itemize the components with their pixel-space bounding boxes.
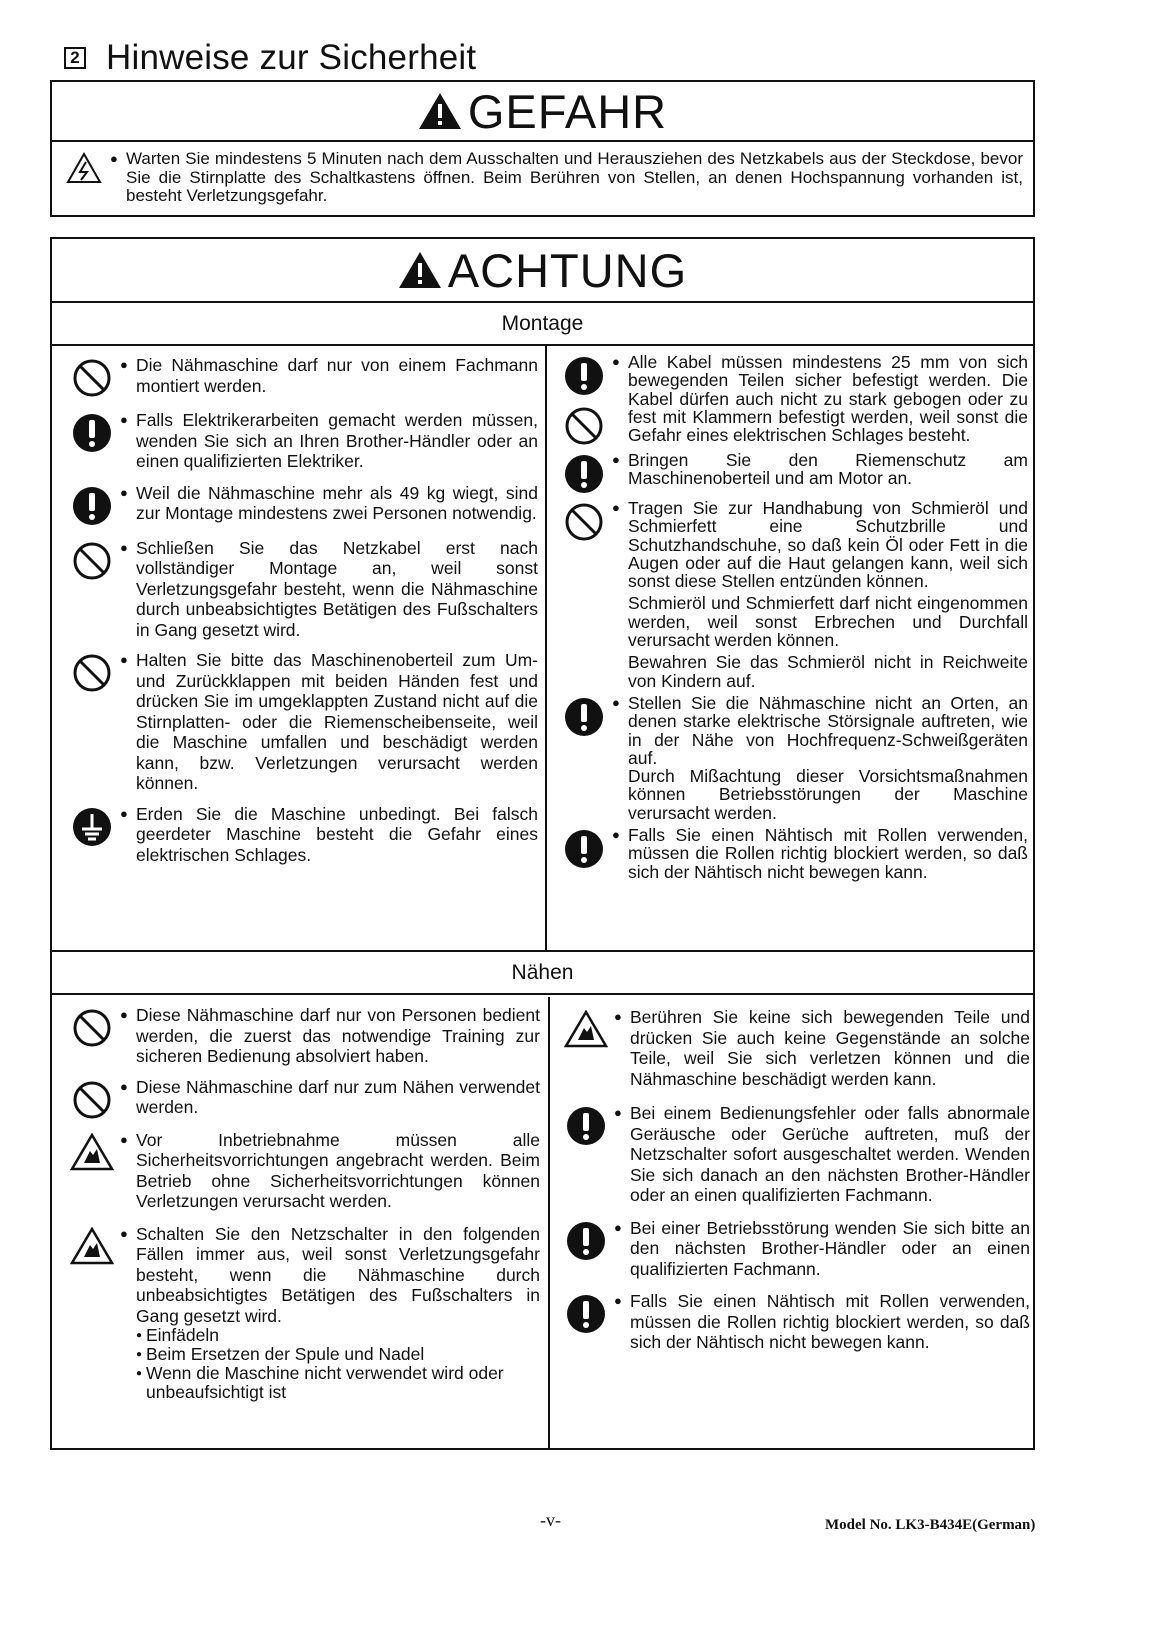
naehen-left-text-0: ● Diese Nähmaschine darf nur von Personen bedient werden, die zuerst das notwendige Training zur sicheren Bedienung absolviert haben. [120, 1005, 540, 1067]
prohibition-icon [72, 1008, 112, 1048]
montage-right-text-1: ● Bringen Sie den Riemenschutz am Maschinenoberteil und am Motor an. [612, 451, 1028, 488]
naehen-left-column [64, 1005, 540, 1402]
ground-icon [72, 807, 112, 847]
high-voltage-icon [66, 152, 102, 184]
mandatory-icon [564, 356, 604, 396]
danger-text: ● Warten Sie mindestens 5 Minuten nach dem Ausschalten und Herausziehen des Netzkabels aus der Steckdose, bevor Sie die Stirnplatte des Schaltkastens öffnen. Beim Berühren von Stellen, an denen Hochspannung vorhanden ist, besteht Verletzungsgefahr. [110, 150, 1023, 206]
montage-left-text-4: ● Halten Sie bitte das Maschinenoberteil zum Um- und Zurückklappen mit beiden Händen fest und drücken Sie im umgeklappten Zustand nicht auf die Stirnplatten- oder die Riemenscheibenseite, weil die Maschine umfallen und beschädigt werden kann, bzw. Verletzungen verursacht werden können. [120, 650, 538, 794]
list-item [64, 1005, 540, 1067]
list-item [64, 1077, 540, 1120]
page-title: Hinweise zur Sicherheit [106, 38, 477, 77]
mandatory-icon [564, 697, 604, 737]
danger-header [52, 82, 1033, 142]
hand-warning-icon [70, 1133, 114, 1171]
list-item [556, 694, 1028, 822]
list-item [64, 650, 538, 794]
montage-right-text-2: ● Tragen Sie zur Handhabung von Schmieröl und Schmierfett eine Schutzbrille und Schutzhandschuhe, so daß kein Öl oder Fett in die Augen oder auf die Haut gelangen kann, weil sich sonst diese Stellen entzünden können. [628, 498, 1028, 592]
mandatory-icon [72, 486, 112, 526]
list-item [556, 826, 1028, 881]
section-number: 2 [64, 47, 86, 69]
list-item [558, 1291, 1030, 1353]
list-item [64, 355, 538, 398]
naehen-left-text-2: ● Vor Inbetriebnahme müssen alle Sicherheitsvorrichtungen angebracht werden. Beim Betrieb ohne Sicherheitsvorrichtungen können Verletzungen verursacht werden. [120, 1130, 540, 1212]
mandatory-icon [566, 1294, 606, 1334]
naehen-right-column [558, 1007, 1030, 1353]
list-item [558, 1218, 1030, 1280]
prohibition-icon [564, 502, 604, 542]
naehen-right-text-0: ● Berühren Sie keine sich bewegenden Teile und drücken Sie auch keine Gegenstände an solche Teile, weil Sie sich verletzen können und die Nähmaschine beschädigt werden kann. [614, 1007, 1030, 1089]
section-header [64, 38, 476, 78]
prohibition-icon [564, 406, 604, 446]
montage-divider [545, 346, 547, 950]
naehen-divider [548, 997, 550, 1448]
list-item [64, 1130, 540, 1212]
montage-right-block-3 [612, 694, 1028, 822]
list-item [556, 451, 1028, 494]
naehen-bullet-0: ● Einfädeln [136, 1326, 540, 1345]
montage-right-column [556, 353, 1028, 881]
danger-title: GEFAHR [467, 84, 668, 138]
list-item [64, 804, 538, 866]
list-item [556, 499, 1028, 690]
montage-right-text-4: ● Falls Sie einen Nähtisch mit Rollen verwenden, müssen die Rollen richtig blockiert werden, so daß sich der Nähtisch nicht bewegen kann. [612, 826, 1028, 881]
danger-box [50, 80, 1035, 217]
naehen-bullet-1: ● Beim Ersetzen der Spule und Nadel [136, 1345, 540, 1364]
naehen-right-text-3: ● Falls Sie einen Nähtisch mit Rollen verwenden, müssen die Rollen richtig blockiert werden, so daß sich der Nähtisch nicht bewegen kann. [614, 1291, 1030, 1353]
caution-header [52, 239, 1033, 303]
mandatory-icon [566, 1106, 606, 1146]
list-item [64, 483, 538, 526]
montage-right-text-2c: Bewahren Sie das Schmieröl nicht in Reichweite von Kindern auf. [628, 652, 1028, 691]
hand-warning-icon [70, 1227, 114, 1265]
prohibition-icon [72, 541, 112, 581]
montage-right-text-0: ● Alle Kabel müssen mindestens 25 mm von sich bewegenden Teilen sicher befestigt werden. Die Kabel dürfen auch nicht zu stark gebogen oder zu fest mit Klammern befestigt werden, weil sonst die Gefahr eines elektrischen Schlages besteht. [612, 353, 1028, 444]
montage-left-text-5: ● Erden Sie die Maschine unbedingt. Bei falsch geerdeter Maschine besteht die Gefahr eines elektrischen Schlages. [120, 804, 538, 866]
montage-left-text-0: ● Die Nähmaschine darf nur von einem Fachmann montiert werden. [120, 355, 538, 396]
montage-heading: Montage [52, 303, 1033, 346]
naehen-left-text-1: ● Diese Nähmaschine darf nur zum Nähen verwendet werden. [120, 1077, 540, 1118]
montage-right-text-2b: Schmieröl und Schmierfett darf nicht eingenommen werden, weil sonst Erbrechen und Durchfall verursacht werden können. [628, 593, 1028, 651]
montage-right-text-3: ● Stellen Sie die Nähmaschine nicht an Orten, an denen starke elektrische Störsignale auftreten, wie in der Nähe von Hochfrequenz-Schweißgeräten auf. [628, 692, 1028, 768]
caution-title: ACHTUNG [447, 243, 688, 297]
naehen-right-text-1: ● Bei einem Bedienungsfehler oder falls abnormale Geräusche oder Gerüche auftreten, muß der Netzschalter sofort ausgeschaltet werden. Wenden Sie sich danach an den nächsten Brother-Händler oder an einen qualifizierten Fachmann. [614, 1103, 1030, 1206]
montage-left-column [64, 355, 538, 865]
montage-right-text-3b: Durch Mißachtung dieser Vorsichtsmaßnahmen können Betriebsstörungen der Maschine verursacht werden. [628, 766, 1028, 823]
caution-triangle-icon [398, 251, 442, 289]
list-item [64, 410, 538, 472]
model-number: Model No. LK3-B434E(German) [825, 1517, 1036, 1533]
naehen-heading: Nähen [52, 950, 1033, 995]
page-number: -v- [540, 1510, 561, 1530]
prohibition-icon [72, 653, 112, 693]
montage-right-block-2 [612, 499, 1028, 690]
montage-left-text-1: ● Falls Elektrikerarbeiten gemacht werden müssen, wenden Sie sich an Ihren Brother-Händler oder an einen qualifizierten Elektriker. [120, 410, 538, 472]
mandatory-icon [564, 454, 604, 494]
danger-triangle-icon [418, 92, 462, 130]
montage-left-text-2: ● Weil die Nähmaschine mehr als 49 kg wiegt, sind zur Montage mindestens zwei Personen notwendig. [120, 483, 538, 524]
naehen-left-block-3 [120, 1224, 540, 1403]
list-item [64, 538, 538, 641]
naehen-left-text-3: ● Schalten Sie den Netzschalter in den folgenden Fällen immer aus, weil sonst Verletzungsgefahr besteht, wenn die Nähmaschine durch unbeabsichtigtes Betätigen des Fußschalters in Gang gesetzt wird. [136, 1223, 540, 1326]
naehen-bullet-2: ● Wenn die Maschine nicht verwendet wird oder unbeaufsichtigt ist [136, 1364, 540, 1402]
prohibition-icon [72, 358, 112, 398]
mandatory-icon [72, 413, 112, 453]
mandatory-icon [566, 1221, 606, 1261]
mandatory-icon [564, 829, 604, 869]
naehen-right-text-2: ● Bei einer Betriebsstörung wenden Sie sich bitte an den nächsten Brother-Händler oder an einen qualifizierten Fachmann. [614, 1218, 1030, 1280]
list-item [558, 1007, 1030, 1089]
montage-left-text-3: ● Schließen Sie das Netzkabel erst nach vollständiger Montage an, weil sonst Verletzungsgefahr besteht, wenn die Nähmaschine durch unbeabsichtigtes Betätigen des Fußschalters in Gang gesetzt wird. [120, 538, 538, 641]
list-item [64, 1224, 540, 1403]
prohibition-icon [72, 1080, 112, 1120]
list-item [556, 353, 1028, 446]
list-item [558, 1103, 1030, 1206]
hand-warning-icon [564, 1010, 608, 1048]
